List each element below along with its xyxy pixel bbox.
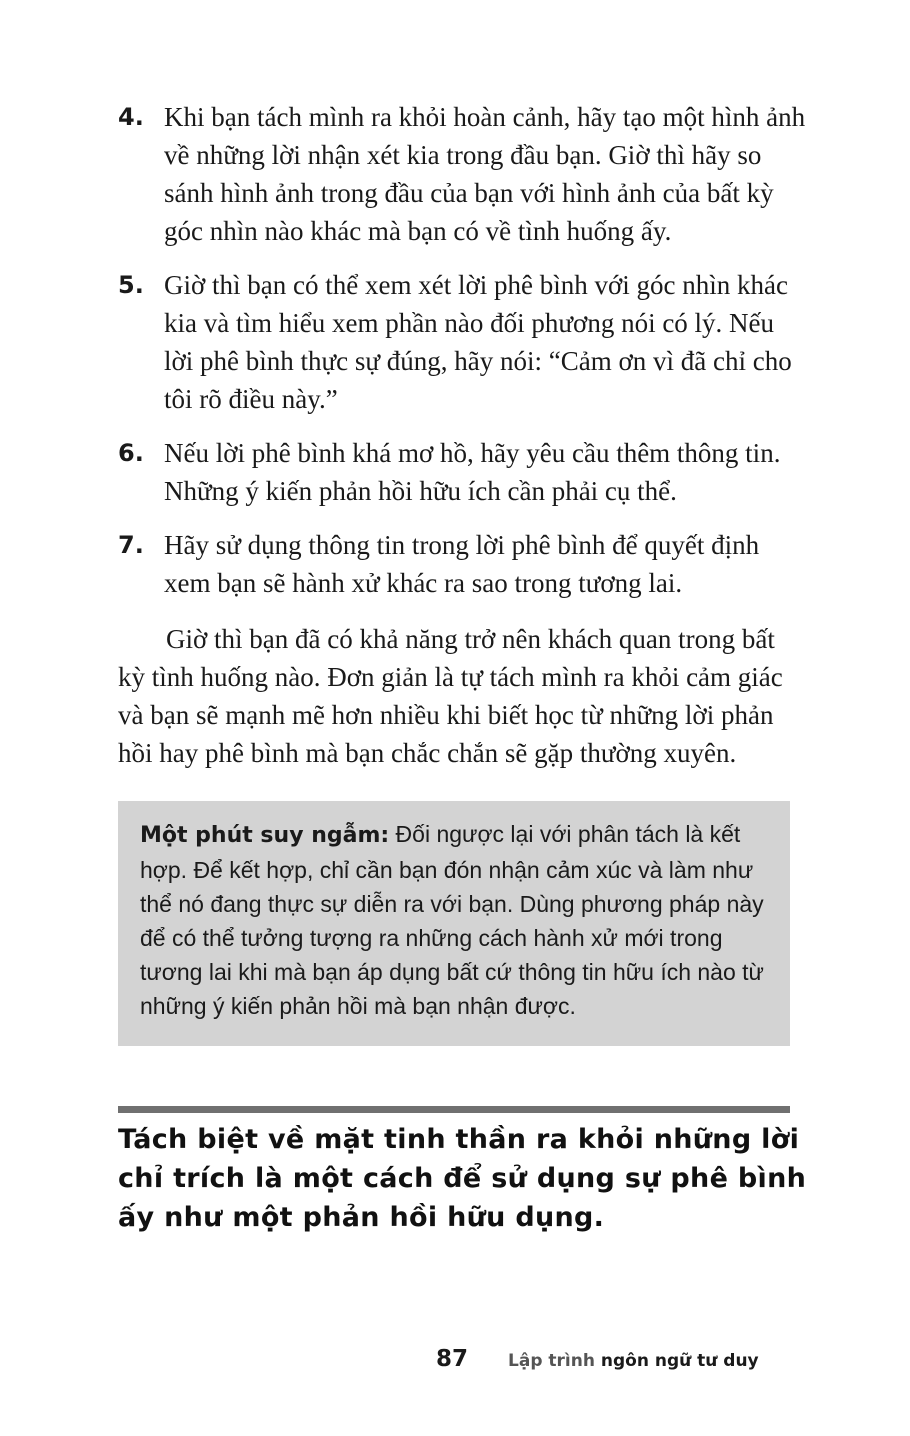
step-number: 5. [118, 271, 144, 299]
callout-body [140, 817, 770, 1023]
step-number: 6. [118, 439, 144, 467]
numbered-steps-list [118, 98, 808, 618]
step-text: Giờ thì bạn có thể xem xét lời phê bình với góc nhìn khác kia và tìm hiểu xem phần nào đối phương nói có lý. Nếu lời phê bình thực sự đúng, hãy nói: “Cảm ơn vì đã chỉ cho tôi rõ điều này.” [164, 270, 792, 414]
body-paragraph: Giờ thì bạn đã có khả năng trở nên khách quan trong bất kỳ tình huống nào. Đơn giản là tự tách mình ra khỏi cảm giác và bạn sẽ mạnh mẽ hơn nhiều khi biết học từ những lời phản hồi hay phê bình mà bạn chắc chắn sẽ gặp thường xuyên. [118, 624, 783, 768]
key-takeaway-quote: Tách biệt về mặt tinh thần ra khỏi những lời chỉ trích là một cách để sử dụng sự phê bình ấy như một phản hồi hữu dụng. [118, 1124, 807, 1233]
book-title-part2: ngôn ngữ tư duy [594, 1351, 759, 1371]
step-item [118, 98, 808, 250]
step-item [118, 526, 808, 602]
callout-text: Đối ngược lại với phân tách là kết hợp. Để kết hợp, chỉ cần bạn đón nhận cảm xúc và làm như thể nó đang thực sự diễn ra với bạn. Dùng phương pháp này để có thể tưởng tượng ra những cách hành xử mới trong tương lai khi mà bạn áp dụng bất cứ thông tin hữu ích nào từ những ý kiến phản hồi mà bạn nhận được. [140, 821, 764, 1019]
book-title-part1: Lập trình [508, 1351, 595, 1371]
step-text: Hãy sử dụng thông tin trong lời phê bình để quyết định xem bạn sẽ hành xử khác ra sao trong tương lai. [164, 530, 760, 598]
step-item [118, 434, 808, 510]
running-book-title [508, 1351, 759, 1371]
page-footer [436, 1346, 790, 1382]
quote-divider-rule [118, 1106, 790, 1113]
step-number: 4. [118, 103, 144, 131]
step-text: Khi bạn tách mình ra khỏi hoàn cảnh, hãy tạo một hình ảnh về những lời nhận xét kia trong đầu bạn. Giờ thì hãy so sánh hình ảnh trong đầu của bạn với hình ảnh của bất kỳ góc nhìn nào khác mà bạn có về tình huống ấy. [164, 102, 806, 246]
step-text: Nếu lời phê bình khá mơ hồ, hãy yêu cầu thêm thông tin. Những ý kiến phản hồi hữu ích cần phải cụ thể. [164, 438, 781, 506]
step-number: 7. [118, 531, 144, 559]
page-number: 87 [436, 1346, 469, 1372]
step-item [118, 266, 808, 418]
reflection-callout-box [118, 801, 790, 1046]
callout-label: Một phút suy ngẫm: [140, 823, 390, 848]
